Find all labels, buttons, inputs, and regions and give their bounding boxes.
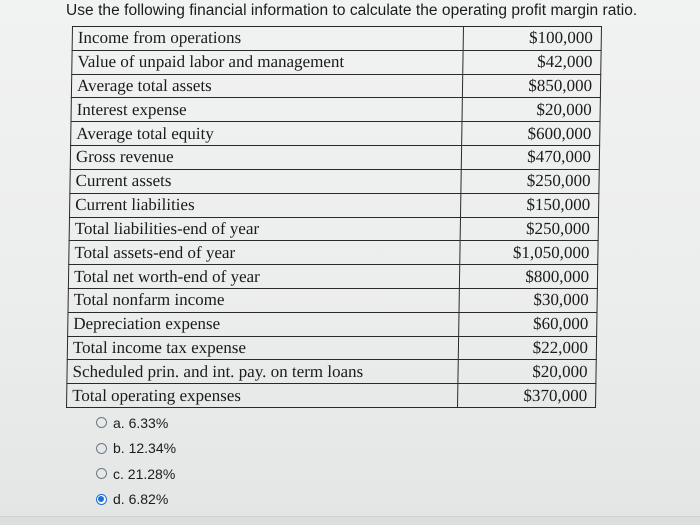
table-row — [69, 217, 598, 241]
option-label: a. 6.33% — [113, 414, 169, 431]
question-text: Use the following financial information to calculate the operating profit margin ratio. — [66, 2, 638, 19]
row-label: Average total assets — [71, 74, 462, 98]
table-row — [68, 312, 597, 336]
row-value: $850,000 — [462, 74, 600, 98]
row-value: $20,000 — [458, 360, 596, 384]
table-row — [71, 98, 600, 122]
row-value: $60,000 — [459, 312, 597, 336]
answer-option-c[interactable] — [96, 461, 176, 487]
row-label: Current liabilities — [69, 193, 460, 217]
row-label: Income from operations — [72, 27, 463, 51]
row-label: Total nonfarm income — [68, 288, 459, 312]
radio-button-icon[interactable] — [96, 417, 107, 428]
row-label: Value of unpaid labor and management — [72, 50, 463, 74]
table-row — [69, 241, 598, 265]
row-value: $100,000 — [463, 27, 601, 51]
row-value: $800,000 — [459, 265, 597, 289]
row-value: $470,000 — [461, 146, 599, 170]
row-value: $250,000 — [460, 217, 598, 241]
row-value: $22,000 — [458, 336, 596, 360]
row-value: $20,000 — [462, 98, 600, 122]
table-row — [71, 74, 600, 98]
answer-option-a[interactable] — [96, 410, 176, 436]
table-row — [67, 360, 596, 384]
answer-option-b[interactable] — [96, 436, 176, 462]
row-value: $370,000 — [458, 384, 596, 408]
table-row — [72, 27, 601, 51]
option-label: b. 12.34% — [113, 440, 177, 457]
row-label: Total operating expenses — [67, 384, 458, 408]
row-label: Interest expense — [71, 98, 462, 122]
row-value: $150,000 — [460, 193, 598, 217]
row-label: Gross revenue — [70, 146, 461, 170]
answer-option-d[interactable] — [96, 487, 176, 513]
table-row — [72, 50, 601, 74]
radio-button-selected-icon[interactable] — [96, 494, 107, 505]
table-row — [70, 169, 599, 193]
table-row — [68, 265, 597, 289]
table-row — [71, 122, 600, 146]
row-label: Average total equity — [71, 122, 462, 146]
row-value: $600,000 — [462, 122, 600, 146]
table-row — [67, 384, 596, 408]
row-label: Total net worth-end of year — [68, 265, 459, 289]
row-value: $1,050,000 — [460, 241, 598, 265]
row-value: $42,000 — [463, 50, 601, 74]
table-row — [70, 146, 599, 170]
option-label: d. 6.82% — [113, 491, 169, 508]
financial-info-table — [66, 26, 602, 408]
table-row — [67, 336, 596, 360]
row-value: $30,000 — [459, 288, 597, 312]
table-row — [68, 288, 597, 312]
row-value: $250,000 — [461, 169, 599, 193]
table-row — [69, 193, 598, 217]
row-label: Total assets-end of year — [69, 241, 460, 265]
row-label: Depreciation expense — [68, 312, 459, 336]
row-label: Scheduled prin. and int. pay. on term loans — [67, 360, 458, 384]
option-label: c. 21.28% — [113, 465, 176, 482]
row-label: Total liabilities-end of year — [69, 217, 460, 241]
answer-options — [96, 410, 176, 512]
radio-button-icon[interactable] — [96, 443, 107, 454]
row-label: Current assets — [70, 169, 461, 193]
radio-button-icon[interactable] — [96, 468, 107, 479]
row-label: Total income tax expense — [67, 336, 458, 360]
